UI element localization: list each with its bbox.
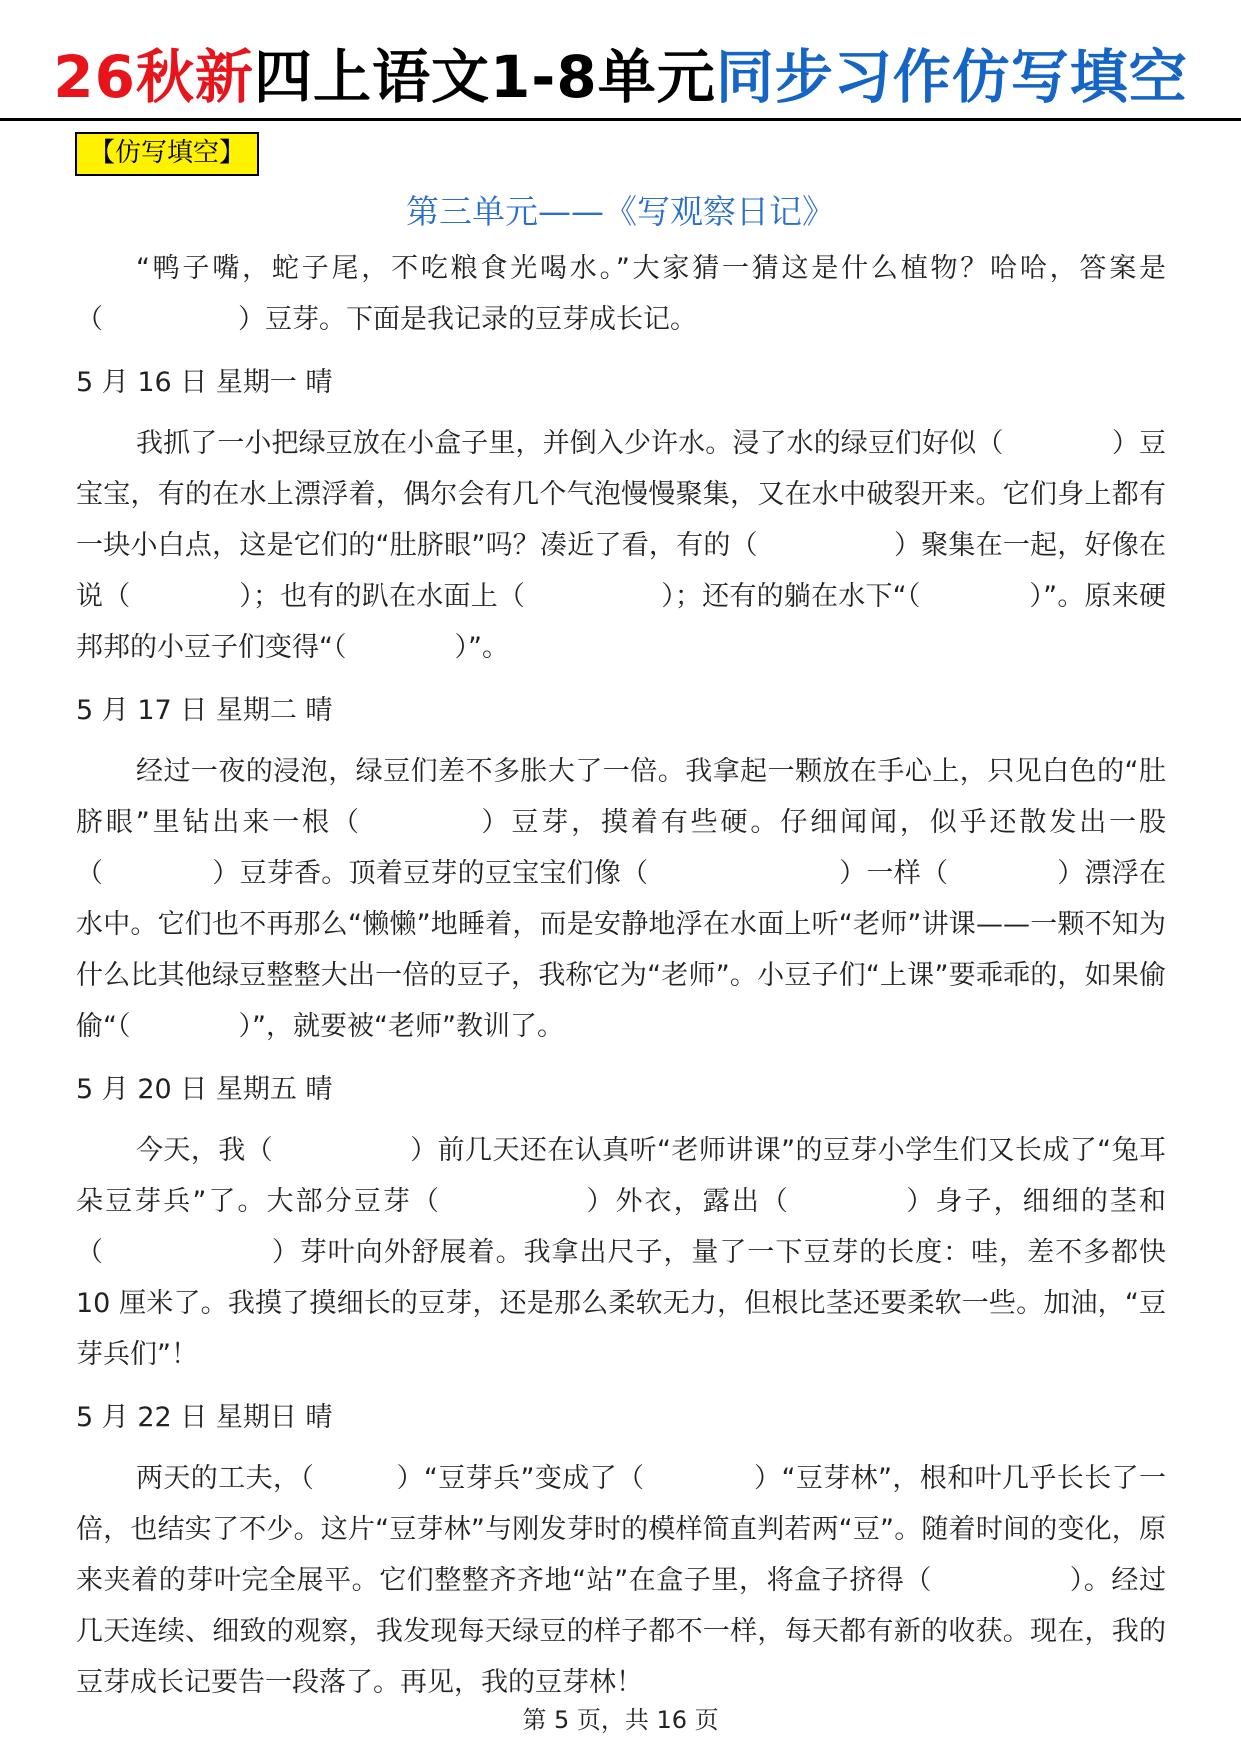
entry-date: 5 月 22 日 星期日 晴 bbox=[76, 1402, 333, 1433]
section-label: 【仿写填空】 bbox=[75, 132, 259, 176]
header-red-part: 26秋新 bbox=[53, 43, 254, 111]
header-black-part: 四上语文1-8单元 bbox=[253, 43, 716, 111]
header-divider bbox=[0, 118, 1241, 121]
entry-date: 5 月 16 日 星期一 晴 bbox=[76, 367, 333, 398]
entry-paragraph: 今天，我（ ）前几天还在认真听“老师讲课”的豆芽小学生们又长成了“兔耳朵豆芽兵”了。大部分豆芽（ ）外衣，露出（ ）身子，细细的茎和（ ）芽叶向外舒展着。我拿出尺子，量了一下豆芽的长度：哇，差不多都快 10 厘米了。我摸了摸细长的豆芽，还是那么柔软无力，但根比茎还要柔软一些。加油，“豆芽兵们”！ bbox=[76, 1135, 1166, 1370]
header-blue-part: 同步习作仿写填空 bbox=[715, 43, 1188, 111]
page-number: 第 5 页，共 16 页 bbox=[522, 1706, 719, 1734]
intro-paragraph: “鸭子嘴，蛇子尾，不吃粮食光喝水。”大家猜一猜这是什么植物？哈哈，答案是（ ）豆芽。下面是我记录的豆芽成长记。 bbox=[76, 253, 1166, 335]
entry-date: 5 月 20 日 星期五 晴 bbox=[76, 1074, 333, 1105]
entry-paragraph: 两天的工夫，（ ）“豆芽兵”变成了（ ）“豆芽林”，根和叶几乎长长了一倍，也结实了不少。这片“豆芽林”与刚发芽时的模样简直判若两“豆”。随着时间的变化，原来夹着的芽叶完全展平。它们整整齐齐地“站”在盒子里，将盒子挤得（ ）。经过几天连续、细致的观察，我发现每天绿豆的样子都不一样，每天都有新的收获。现在，我的豆芽成长记要告一段落了。再见，我的豆芽林！ bbox=[76, 1463, 1166, 1698]
entry-date: 5 月 17 日 星期二 晴 bbox=[76, 695, 333, 726]
entry-paragraph: 我抓了一小把绿豆放在小盒子里，并倒入少许水。浸了水的绿豆们好似（ ）豆宝宝，有的在水上漂浮着，偶尔会有几个气泡慢慢聚集，又在水中破裂开来。它们身上都有一块小白点，这是它们的“肚脐眼”吗？凑近了看，有的（ ）聚集在一起，好像在说（ ）；也有的趴在水面上（ ）；还有的躺在水下“（ ）”。原来硬邦邦的小豆子们变得“（ ）”。 bbox=[76, 428, 1166, 663]
entry-paragraph: 经过一夜的浸泡，绿豆们差不多胀大了一倍。我拿起一颗放在手心上，只见白色的“肚脐眼”里钻出来一根（ ）豆芽，摸着有些硬。仔细闻闻，似乎还散发出一股（ ）豆芽香。顶着豆芽的豆宝宝们像（ ）一样（ ）漂浮在水中。它们也不再那么“懒懒”地睡着，而是安静地浮在水面上听“老师”讲课——一颗不知为什么比其他绿豆整整大出一倍的豆子，我称它为“老师”。小豆子们“上课”要乖乖的，如果偷偷“（ ）”，就要被“老师”教训了。 bbox=[76, 756, 1166, 1042]
document-header bbox=[0, 44, 1241, 111]
article-body bbox=[76, 243, 1166, 1708]
unit-title: 第三单元——《写观察日记》 bbox=[406, 192, 835, 231]
